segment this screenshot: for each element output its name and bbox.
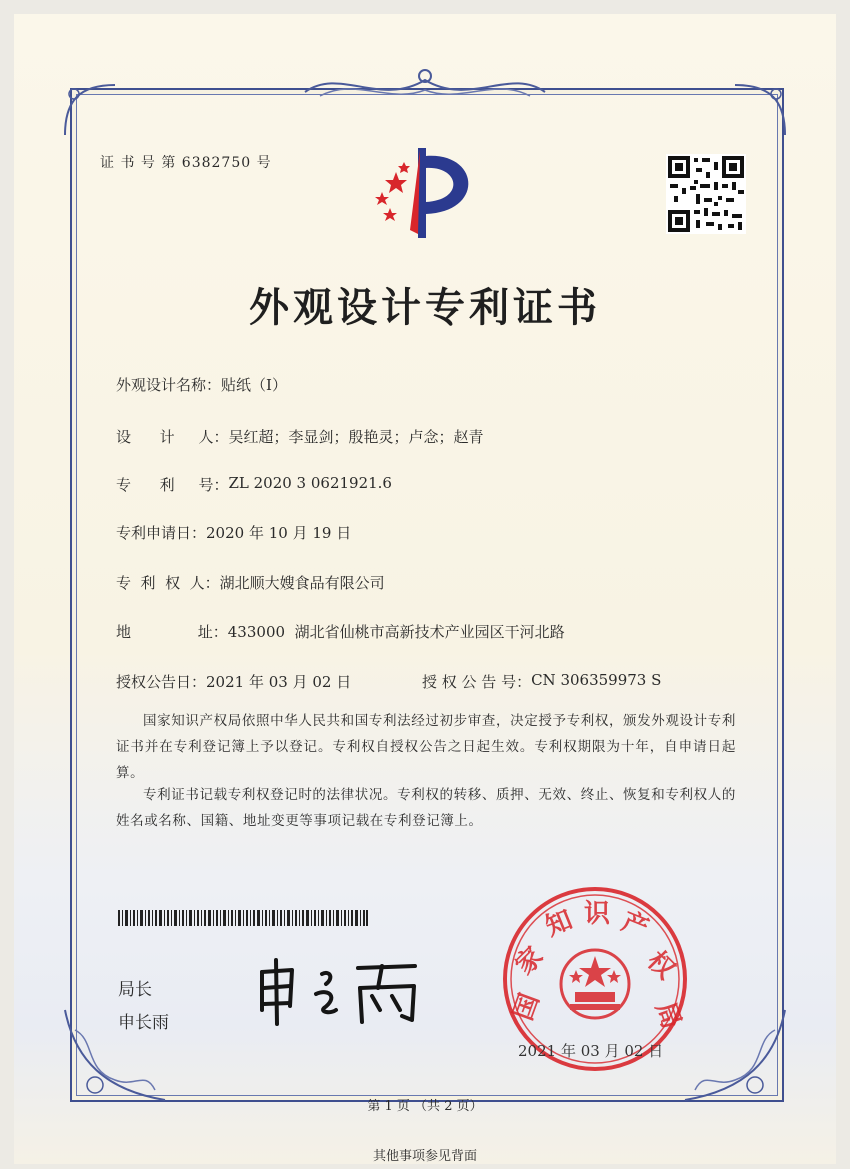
grant-number-value: CN 306359973 S [531, 671, 662, 689]
top-ornament [300, 62, 550, 108]
director-name: 申长雨 [118, 1013, 169, 1033]
qr-code-icon [666, 154, 746, 234]
address-row [116, 621, 565, 642]
address-label: 地 址： [116, 623, 228, 641]
patentee-value: 湖北顺大嫂食品有限公司 [219, 574, 385, 592]
filing-date-row [116, 522, 351, 543]
patent-number-label: 专 利 号： [116, 476, 229, 494]
certificate-number: 证 书 号 第 6382750 号 [100, 155, 272, 171]
director-title: 局长 [118, 980, 152, 1000]
svg-text:产: 产 [617, 906, 653, 945]
statement-paragraph-2: 专利证书记载专利权登记时的法律状况。专利权的转移、质押、无效、终止、恢复和专利权人的姓名或名称、国籍、地址变更等事项记载在专利登记簿上。 [116, 787, 736, 829]
svg-text:局: 局 [649, 998, 687, 1033]
statement-paragraph-1: 国家知识产权局依照中华人民共和国专利法经过初步审查，决定授予专利权，颁发外观设计专利证书并在专利登记簿上予以登记。专利权自授权公告之日起生效。专利权期限为十年，自申请日起算。 [116, 713, 736, 781]
corner-ornament-top-left [60, 80, 120, 140]
designer-value: 吴红超；李显剑；殷艳灵；卢念；赵青 [228, 428, 484, 446]
grant-date-row [116, 671, 351, 692]
patentee-label: 专 利 权 人： [116, 574, 220, 592]
patent-number-value: ZL 2020 3 0621921.6 [228, 474, 392, 492]
svg-text:知: 知 [541, 904, 577, 943]
design-name-row [116, 374, 287, 395]
cnipa-logo-icon [360, 142, 485, 242]
designer-label: 设 计 人： [116, 428, 229, 446]
handwritten-signature [250, 958, 430, 1028]
corner-ornament-bottom-right [675, 1000, 795, 1110]
design-name-label: 外观设计名称： [116, 376, 222, 394]
svg-text:家: 家 [509, 941, 550, 981]
address-value: 433000 湖北省仙桃市高新技术产业园区干河北路 [227, 623, 565, 641]
design-name-value: 贴纸（Ⅰ） [221, 376, 287, 394]
designer-row [116, 426, 483, 447]
patentee-row [116, 572, 385, 593]
page-number: 第 1 页 （共 2 页） [367, 1099, 483, 1114]
filing-date-value: 2020 年 10 月 19 日 [206, 524, 352, 542]
corner-ornament-top-right [730, 80, 790, 140]
svg-text:国: 国 [508, 989, 546, 1025]
patent-number-row [116, 474, 392, 495]
filing-date-label: 专利申请日： [116, 524, 207, 542]
grant-date-value: 2021 年 03 月 02 日 [206, 673, 352, 691]
svg-text:识: 识 [584, 899, 611, 929]
grant-number-label: 授 权 公 告 号： [422, 673, 532, 691]
grant-number-row [422, 671, 661, 692]
seal-date: 2021 年 03 月 02 日 [518, 1042, 664, 1060]
svg-text:权: 权 [641, 945, 681, 986]
certificate-title: 外观设计专利证书 [249, 284, 601, 331]
back-note: 其他事项参见背面 [372, 1149, 477, 1164]
barcode-icon [118, 910, 368, 926]
grant-date-label: 授权公告日： [116, 673, 207, 691]
